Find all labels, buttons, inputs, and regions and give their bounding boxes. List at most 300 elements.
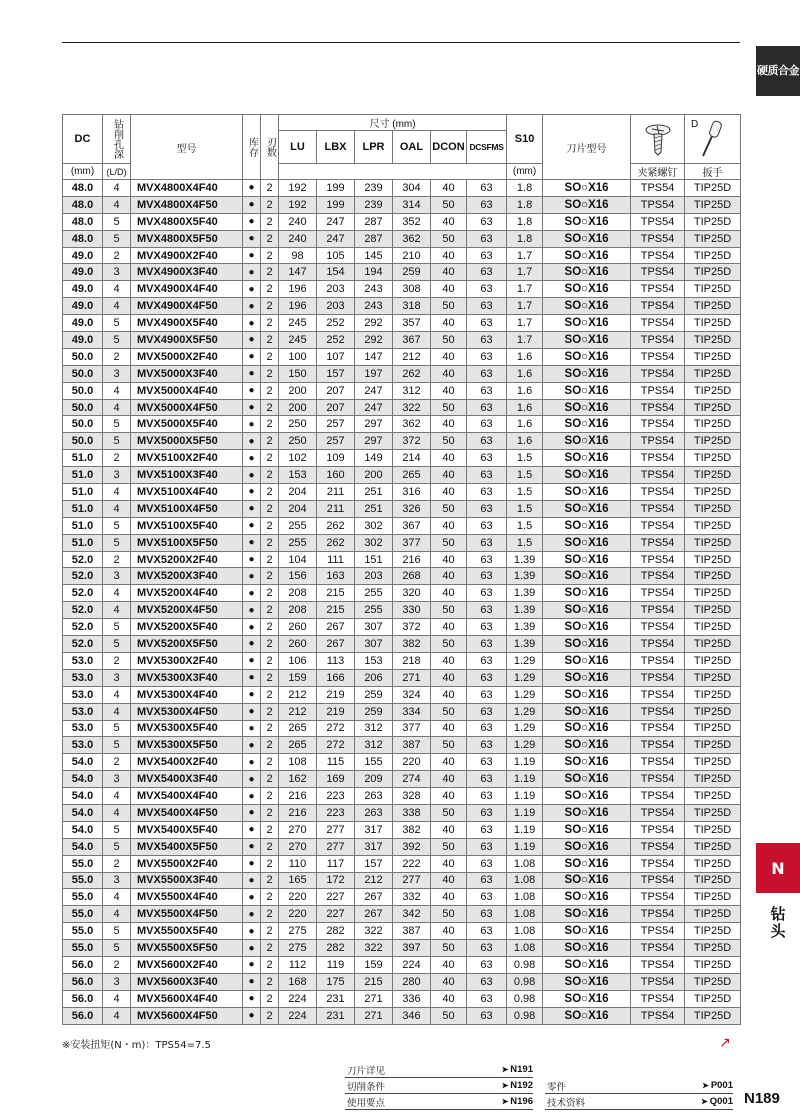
- row-stock: ●: [243, 686, 261, 703]
- table-row: [63, 754, 741, 771]
- row-lu: 104: [279, 551, 317, 568]
- row-dc: 48.0: [63, 213, 103, 230]
- row-wrench: TIP25D: [685, 889, 741, 906]
- table-row: [63, 264, 741, 281]
- row-stock: ●: [243, 838, 261, 855]
- row-s10: 0.98: [507, 1007, 543, 1024]
- row-ld: 2: [103, 348, 131, 365]
- row-dc: 50.0: [63, 348, 103, 365]
- row-ld: 5: [103, 416, 131, 433]
- row-model: MVX5300X4F50: [131, 703, 243, 720]
- row-s10: 1.7: [507, 247, 543, 264]
- row-flutes: 2: [261, 551, 279, 568]
- row-dcon: 40: [431, 872, 467, 889]
- row-stock: ●: [243, 416, 261, 433]
- row-s10: 1.19: [507, 821, 543, 838]
- row-stock: ●: [243, 737, 261, 754]
- row-wrench: TIP25D: [685, 804, 741, 821]
- row-dc: 49.0: [63, 332, 103, 349]
- row-screw: TPS54: [631, 652, 685, 669]
- row-lu: 196: [279, 298, 317, 315]
- row-lpr: 239: [355, 196, 393, 213]
- row-lbx: 277: [317, 838, 355, 855]
- dc-unit: (mm): [63, 164, 103, 180]
- row-lbx: 107: [317, 348, 355, 365]
- table-row: [63, 821, 741, 838]
- row-oal: 334: [393, 703, 431, 720]
- row-ld: 2: [103, 652, 131, 669]
- row-wrench: TIP25D: [685, 720, 741, 737]
- row-s10: 1.08: [507, 923, 543, 940]
- ref-usage-tips[interactable]: 使用要点 ➤ N196: [345, 1094, 533, 1110]
- row-s10: 1.6: [507, 399, 543, 416]
- row-ld: 5: [103, 636, 131, 653]
- row-dcon: 40: [431, 348, 467, 365]
- row-lbx: 219: [317, 703, 355, 720]
- row-flutes: 2: [261, 619, 279, 636]
- row-dcsfms: 63: [467, 416, 507, 433]
- row-flutes: 2: [261, 433, 279, 450]
- row-dcsfms: 63: [467, 517, 507, 534]
- row-wrench: TIP25D: [685, 399, 741, 416]
- row-lbx: 231: [317, 1007, 355, 1024]
- row-flutes: 2: [261, 636, 279, 653]
- row-oal: 338: [393, 804, 431, 821]
- row-dcon: 40: [431, 484, 467, 501]
- row-dc: 51.0: [63, 534, 103, 551]
- row-screw: TPS54: [631, 568, 685, 585]
- row-screw: TPS54: [631, 923, 685, 940]
- screw-label: 夹紧螺钉: [631, 164, 685, 180]
- row-lpr: 297: [355, 416, 393, 433]
- row-s10: 1.5: [507, 467, 543, 484]
- row-model: MVX5000X5F40: [131, 416, 243, 433]
- row-s10: 1.8: [507, 196, 543, 213]
- row-model: MVX5600X3F40: [131, 973, 243, 990]
- row-model: MVX5000X4F40: [131, 382, 243, 399]
- row-dcsfms: 63: [467, 551, 507, 568]
- row-ld: 5: [103, 213, 131, 230]
- row-dcon: 50: [431, 703, 467, 720]
- row-lbx: 252: [317, 332, 355, 349]
- row-dcsfms: 63: [467, 652, 507, 669]
- row-insert: SO○X16: [543, 686, 631, 703]
- row-wrench: TIP25D: [685, 416, 741, 433]
- row-insert: SO○X16: [543, 923, 631, 940]
- table-row: [63, 382, 741, 399]
- row-lpr: 263: [355, 788, 393, 805]
- row-lpr: 317: [355, 821, 393, 838]
- row-lu: 192: [279, 180, 317, 197]
- row-dcon: 40: [431, 973, 467, 990]
- row-dc: 53.0: [63, 669, 103, 686]
- row-dc: 53.0: [63, 652, 103, 669]
- row-ld: 2: [103, 247, 131, 264]
- row-lbx: 113: [317, 652, 355, 669]
- row-lbx: 257: [317, 416, 355, 433]
- row-model: MVX4900X5F50: [131, 332, 243, 349]
- row-lu: 208: [279, 602, 317, 619]
- row-dcon: 50: [431, 737, 467, 754]
- row-wrench: TIP25D: [685, 382, 741, 399]
- row-insert: SO○X16: [543, 399, 631, 416]
- row-ld: 2: [103, 956, 131, 973]
- row-stock: ●: [243, 906, 261, 923]
- row-lpr: 271: [355, 990, 393, 1007]
- row-dcsfms: 63: [467, 399, 507, 416]
- row-insert: SO○X16: [543, 416, 631, 433]
- row-insert: SO○X16: [543, 230, 631, 247]
- row-flutes: 2: [261, 1007, 279, 1024]
- row-model: MVX4800X5F40: [131, 213, 243, 230]
- row-lu: 245: [279, 315, 317, 332]
- row-s10: 0.98: [507, 973, 543, 990]
- row-dc: 52.0: [63, 551, 103, 568]
- row-lu: 245: [279, 332, 317, 349]
- row-oal: 328: [393, 788, 431, 805]
- row-lpr: 312: [355, 720, 393, 737]
- table-row: [63, 399, 741, 416]
- row-lpr: 155: [355, 754, 393, 771]
- row-ld: 3: [103, 669, 131, 686]
- row-lpr: 243: [355, 281, 393, 298]
- row-stock: ●: [243, 703, 261, 720]
- row-oal: 326: [393, 500, 431, 517]
- row-lpr: 259: [355, 686, 393, 703]
- row-s10: 1.7: [507, 298, 543, 315]
- row-dcsfms: 63: [467, 298, 507, 315]
- row-lbx: 267: [317, 619, 355, 636]
- row-flutes: 2: [261, 754, 279, 771]
- row-ld: 4: [103, 180, 131, 197]
- row-dcsfms: 63: [467, 348, 507, 365]
- row-flutes: 2: [261, 247, 279, 264]
- row-lu: 260: [279, 636, 317, 653]
- row-dc: 56.0: [63, 973, 103, 990]
- row-wrench: TIP25D: [685, 500, 741, 517]
- row-dcon: 40: [431, 551, 467, 568]
- row-stock: ●: [243, 399, 261, 416]
- row-wrench: TIP25D: [685, 923, 741, 940]
- row-wrench: TIP25D: [685, 332, 741, 349]
- row-dc: 49.0: [63, 315, 103, 332]
- row-lbx: 160: [317, 467, 355, 484]
- row-lu: 240: [279, 230, 317, 247]
- row-flutes: 2: [261, 804, 279, 821]
- col-s10-header: S10: [507, 115, 543, 164]
- row-dcon: 40: [431, 669, 467, 686]
- row-wrench: TIP25D: [685, 1007, 741, 1024]
- row-stock: ●: [243, 264, 261, 281]
- row-oal: 320: [393, 585, 431, 602]
- row-dc: 55.0: [63, 906, 103, 923]
- row-dcsfms: 63: [467, 230, 507, 247]
- row-lu: 270: [279, 838, 317, 855]
- row-screw: TPS54: [631, 703, 685, 720]
- row-lu: 224: [279, 990, 317, 1007]
- row-lpr: 159: [355, 956, 393, 973]
- row-flutes: 2: [261, 652, 279, 669]
- row-wrench: TIP25D: [685, 619, 741, 636]
- row-stock: ●: [243, 382, 261, 399]
- row-screw: TPS54: [631, 720, 685, 737]
- row-screw: TPS54: [631, 534, 685, 551]
- table-row: [63, 585, 741, 602]
- row-insert: SO○X16: [543, 619, 631, 636]
- row-lu: 220: [279, 906, 317, 923]
- row-stock: ●: [243, 315, 261, 332]
- row-screw: TPS54: [631, 804, 685, 821]
- col-lbx-header: LBX: [317, 131, 355, 164]
- row-lu: 216: [279, 788, 317, 805]
- row-lbx: 247: [317, 213, 355, 230]
- row-screw: TPS54: [631, 484, 685, 501]
- row-lpr: 317: [355, 838, 393, 855]
- row-ld: 4: [103, 602, 131, 619]
- row-flutes: 2: [261, 602, 279, 619]
- row-lbx: 199: [317, 180, 355, 197]
- row-lu: 100: [279, 348, 317, 365]
- row-dcon: 40: [431, 247, 467, 264]
- wrench-label: 扳手: [685, 164, 741, 180]
- row-dc: 51.0: [63, 467, 103, 484]
- row-dc: 49.0: [63, 247, 103, 264]
- row-lu: 204: [279, 500, 317, 517]
- table-row: [63, 196, 741, 213]
- row-lbx: 277: [317, 821, 355, 838]
- row-lu: 98: [279, 247, 317, 264]
- row-lpr: 307: [355, 636, 393, 653]
- table-row: [63, 500, 741, 517]
- row-dc: 56.0: [63, 1007, 103, 1024]
- ref-cutting-conditions[interactable]: 切削条件 ➤ N192: [345, 1078, 533, 1094]
- row-model: MVX5600X2F40: [131, 956, 243, 973]
- row-wrench: TIP25D: [685, 568, 741, 585]
- row-model: MVX5400X4F50: [131, 804, 243, 821]
- row-flutes: 2: [261, 838, 279, 855]
- row-flutes: 2: [261, 669, 279, 686]
- ref-insert-details[interactable]: 刀片详见 ➤ N191: [345, 1062, 533, 1078]
- ref-technical-data[interactable]: 技术资料 ➤ Q001: [545, 1094, 733, 1110]
- row-wrench: TIP25D: [685, 940, 741, 957]
- row-dcon: 40: [431, 990, 467, 1007]
- row-model: MVX5400X3F40: [131, 771, 243, 788]
- row-stock: ●: [243, 534, 261, 551]
- row-dcsfms: 63: [467, 568, 507, 585]
- row-lu: 156: [279, 568, 317, 585]
- row-oal: 372: [393, 619, 431, 636]
- row-lu: 255: [279, 534, 317, 551]
- row-dcsfms: 63: [467, 906, 507, 923]
- row-stock: ●: [243, 956, 261, 973]
- row-dcon: 50: [431, 838, 467, 855]
- row-lu: 153: [279, 467, 317, 484]
- row-screw: TPS54: [631, 517, 685, 534]
- table-row: [63, 467, 741, 484]
- row-insert: SO○X16: [543, 332, 631, 349]
- row-lu: 165: [279, 872, 317, 889]
- row-dcsfms: 63: [467, 213, 507, 230]
- row-s10: 1.19: [507, 771, 543, 788]
- row-flutes: 2: [261, 264, 279, 281]
- row-dcon: 40: [431, 568, 467, 585]
- category-tab[interactable]: 硬质合金: [756, 46, 800, 94]
- row-lu: 108: [279, 754, 317, 771]
- row-lpr: 312: [355, 737, 393, 754]
- row-lu: 112: [279, 956, 317, 973]
- row-wrench: TIP25D: [685, 686, 741, 703]
- row-lbx: 257: [317, 433, 355, 450]
- row-flutes: 2: [261, 872, 279, 889]
- row-stock: ●: [243, 348, 261, 365]
- row-model: MVX5500X3F40: [131, 872, 243, 889]
- row-stock: ●: [243, 298, 261, 315]
- row-dc: 51.0: [63, 484, 103, 501]
- row-s10: 1.08: [507, 906, 543, 923]
- row-s10: 0.98: [507, 956, 543, 973]
- table-row: [63, 517, 741, 534]
- row-dcsfms: 63: [467, 247, 507, 264]
- row-screw: TPS54: [631, 348, 685, 365]
- row-oal: 220: [393, 754, 431, 771]
- row-insert: SO○X16: [543, 804, 631, 821]
- row-lbx: 252: [317, 315, 355, 332]
- row-model: MVX5300X4F40: [131, 686, 243, 703]
- table-row: [63, 838, 741, 855]
- row-dc: 55.0: [63, 855, 103, 872]
- row-dc: 49.0: [63, 298, 103, 315]
- table-row: [63, 619, 741, 636]
- row-ld: 2: [103, 450, 131, 467]
- row-dcsfms: 63: [467, 804, 507, 821]
- dims-unit-spacer: [279, 164, 507, 180]
- row-dc: 51.0: [63, 517, 103, 534]
- row-oal: 382: [393, 636, 431, 653]
- row-ld: 5: [103, 433, 131, 450]
- row-oal: 212: [393, 348, 431, 365]
- row-ld: 5: [103, 737, 131, 754]
- row-dcsfms: 63: [467, 365, 507, 382]
- row-dc: 56.0: [63, 990, 103, 1007]
- row-insert: SO○X16: [543, 180, 631, 197]
- row-lbx: 119: [317, 956, 355, 973]
- row-dc: 48.0: [63, 230, 103, 247]
- row-lu: 260: [279, 619, 317, 636]
- row-screw: TPS54: [631, 433, 685, 450]
- row-ld: 5: [103, 230, 131, 247]
- row-insert: SO○X16: [543, 973, 631, 990]
- row-lu: 147: [279, 264, 317, 281]
- row-insert: SO○X16: [543, 703, 631, 720]
- table-row: [63, 230, 741, 247]
- row-s10: 1.39: [507, 619, 543, 636]
- row-dc: 55.0: [63, 940, 103, 957]
- col-stock-header: 库存: [243, 115, 261, 180]
- row-dc: 49.0: [63, 264, 103, 281]
- row-ld: 4: [103, 196, 131, 213]
- row-stock: ●: [243, 669, 261, 686]
- row-lu: 200: [279, 399, 317, 416]
- row-lbx: 163: [317, 568, 355, 585]
- table-row: [63, 771, 741, 788]
- row-ld: 4: [103, 382, 131, 399]
- col-dcsfms-header: DCSFMS: [467, 131, 507, 164]
- table-row: [63, 568, 741, 585]
- table-row: [63, 788, 741, 805]
- row-screw: TPS54: [631, 315, 685, 332]
- row-dc: 50.0: [63, 416, 103, 433]
- row-lu: 220: [279, 889, 317, 906]
- row-wrench: TIP25D: [685, 365, 741, 382]
- row-dcsfms: 63: [467, 180, 507, 197]
- row-ld: 5: [103, 534, 131, 551]
- row-oal: 382: [393, 821, 431, 838]
- row-lpr: 149: [355, 450, 393, 467]
- row-screw: TPS54: [631, 771, 685, 788]
- section-letter-tab[interactable]: N: [756, 843, 800, 893]
- row-oal: 312: [393, 382, 431, 399]
- row-dcsfms: 63: [467, 382, 507, 399]
- row-dcsfms: 63: [467, 923, 507, 940]
- row-oal: 274: [393, 771, 431, 788]
- row-oal: 377: [393, 534, 431, 551]
- row-stock: ●: [243, 973, 261, 990]
- row-model: MVX5200X5F40: [131, 619, 243, 636]
- row-ld: 5: [103, 821, 131, 838]
- row-lpr: 302: [355, 517, 393, 534]
- reference-links-right: [545, 1078, 733, 1110]
- row-model: MVX5200X3F40: [131, 568, 243, 585]
- ref-parts[interactable]: 零件 ➤ P001: [545, 1078, 733, 1094]
- row-dcon: 40: [431, 585, 467, 602]
- row-dcsfms: 63: [467, 500, 507, 517]
- row-ld: 4: [103, 889, 131, 906]
- row-lpr: 302: [355, 534, 393, 551]
- row-s10: 1.39: [507, 551, 543, 568]
- row-dcsfms: 63: [467, 196, 507, 213]
- row-dcon: 40: [431, 923, 467, 940]
- row-ld: 3: [103, 264, 131, 281]
- row-lpr: 287: [355, 213, 393, 230]
- next-page-arrow-icon[interactable]: ↗: [719, 1035, 731, 1051]
- row-lu: 212: [279, 686, 317, 703]
- row-ld: 3: [103, 771, 131, 788]
- row-flutes: 2: [261, 382, 279, 399]
- row-dcsfms: 63: [467, 585, 507, 602]
- row-flutes: 2: [261, 484, 279, 501]
- row-stock: ●: [243, 1007, 261, 1024]
- row-lbx: 272: [317, 720, 355, 737]
- row-dcon: 50: [431, 940, 467, 957]
- row-lpr: 157: [355, 855, 393, 872]
- row-oal: 387: [393, 923, 431, 940]
- col-insert-header: 刀片型号: [543, 115, 631, 180]
- row-lbx: 219: [317, 686, 355, 703]
- row-dcon: 40: [431, 517, 467, 534]
- row-oal: 280: [393, 973, 431, 990]
- row-screw: TPS54: [631, 872, 685, 889]
- row-dcsfms: 63: [467, 450, 507, 467]
- row-wrench: TIP25D: [685, 990, 741, 1007]
- row-screw: TPS54: [631, 281, 685, 298]
- table-row: [63, 889, 741, 906]
- row-stock: ●: [243, 923, 261, 940]
- table-row: [63, 484, 741, 501]
- row-screw: TPS54: [631, 940, 685, 957]
- row-dc: 56.0: [63, 956, 103, 973]
- row-model: MVX5100X2F40: [131, 450, 243, 467]
- row-screw: TPS54: [631, 754, 685, 771]
